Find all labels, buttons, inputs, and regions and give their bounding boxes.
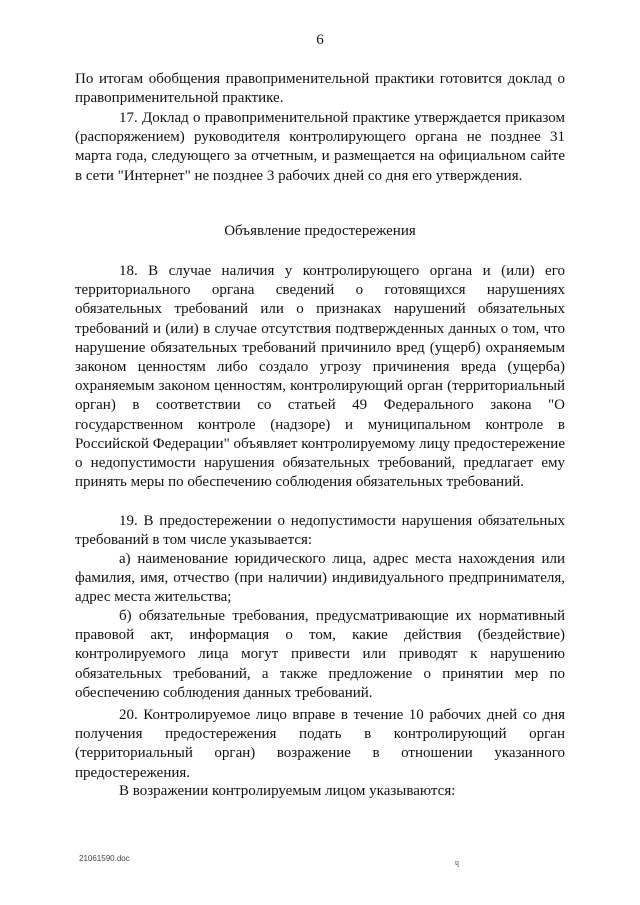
paragraph-19a: а) наименование юридического лица, адрес места нахождения или фамилия, имя, отчество (при наличии) индивидуального предпринимателя, адрес места жительства;: [75, 551, 565, 606]
paragraph-20: 20. Контролируемое лицо вправе в течение 10 рабочих дней со дня получения предостережения подать в контролирующий орган (территориальный орган) возражение в отношении указанного предостережения.: [75, 707, 565, 781]
page-number: 6: [316, 32, 324, 48]
scan-mark: ɥ: [455, 858, 459, 867]
paragraph-intro: По итогам обобщения правоприменительной практики готовится доклад о правоприменительной практике.: [75, 71, 565, 107]
paragraph-19: 19. В предостережении о недопустимости нарушения обязательных требований в том числе указывается:: [75, 513, 565, 549]
paragraph-objection: В возражении контролируемым лицом указываются:: [119, 783, 456, 799]
paragraph-18: 18. В случае наличия у контролирующего органа и (или) его территориального органа сведений о готовящихся нарушениях обязательных требований или о признаках нарушений обязательных требований и (или) в случае отсутствия подтвержденных данных о том, что нарушение обязательных требований причинило вред (ущерб) охраняемым законом ценностям либо создало угрозу причинения вреда (ущерба) охраняемым законом ценностям, контролирующий орган (территориальный орган) в соответствии со статьей 49 Федерального закона "О государственном контроле (надзоре) и муниципальном контроле в Российской Федерации" объявляет контролируемому лицу предостережение о недопустимости нарушения обязательных требований, предлагает ему принять меры по обеспечению соблюдения обязательных требований.: [75, 263, 565, 491]
paragraph-17: 17. Доклад о правоприменительной практике утверждается приказом (распоряжением) руководителя контролирующего органа не позднее 31 марта года, следующего за отчетным, и размещается на официальном сайте в сети "Интернет" не позднее 3 рабочих дней со дня его утверждения.: [75, 110, 565, 184]
footer-file-code: 21061590.doc: [79, 854, 130, 863]
section-heading: Объявление предостережения: [224, 223, 416, 239]
paragraph-19b: б) обязательные требования, предусматривающие их нормативный правовой акт, информация о том, какие действия (бездействие) контролируемого лица могут привести или приводят к нарушению обязательных требований, а также предложение о принятии мер по обеспечению соблюдения данных требований.: [75, 608, 565, 701]
